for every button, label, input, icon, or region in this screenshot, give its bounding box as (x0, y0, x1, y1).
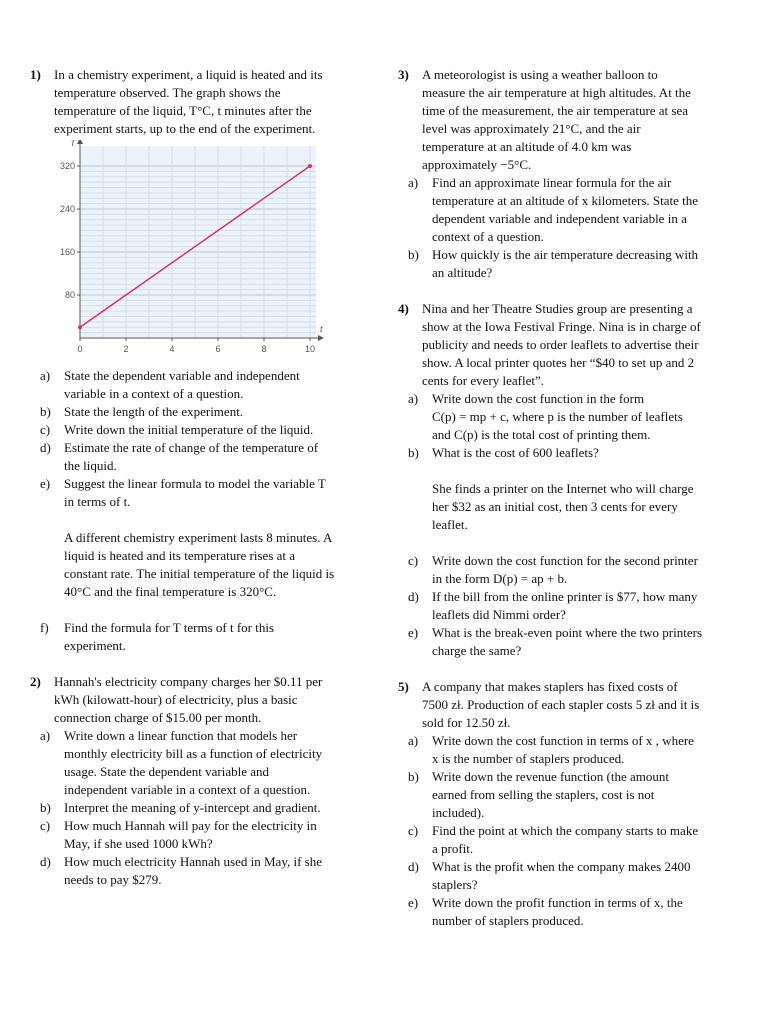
part-a (30, 727, 365, 799)
part-text: How much Hannah will pay for the electricity in (64, 818, 317, 833)
part-e (398, 894, 733, 930)
part-text: Write down a linear function that models her (64, 728, 298, 743)
part-b (398, 768, 733, 822)
part-label: b) (408, 445, 419, 460)
part-text: usage. State the dependent variable and (64, 764, 270, 779)
data-point (78, 325, 82, 329)
part-text: May, if she used 1000 kWh? (64, 836, 213, 851)
part-text: dependent variable and independent variable in a (432, 211, 687, 226)
part-a (30, 367, 365, 403)
part-text: Write down the cost function for the second printer (432, 553, 698, 568)
question-text: temperature at an altitude of 4.0 km was (422, 139, 632, 154)
x-tick-label: 2 (123, 344, 129, 354)
part-c (398, 552, 733, 588)
question-text: publicity and needs to order leaflets to advertise their (422, 337, 699, 352)
question-text: A meteorologist is using a weather balloon to (422, 67, 658, 82)
part-f (30, 619, 365, 655)
part-b (30, 799, 365, 817)
part-label: a) (40, 728, 51, 743)
part-label: a) (408, 733, 419, 748)
part-a (398, 174, 733, 246)
part-d (398, 858, 733, 894)
plot-background (80, 146, 316, 338)
question-number: 3) (398, 67, 409, 82)
part-b (398, 444, 733, 462)
part-text: and C(p) is the total cost of printing them. (432, 427, 651, 442)
part-label: b) (40, 404, 51, 419)
part-text: leaflets did Nimmi order? (432, 607, 566, 622)
data-point (308, 164, 312, 168)
part-c (30, 817, 365, 853)
question-text: measure the air temperature at high altitudes. At the (422, 85, 691, 100)
part-text: Find the point at which the company starts to make (432, 823, 699, 838)
part-text: Write down the initial temperature of the liquid. (64, 422, 314, 437)
part-text: temperature at an altitude of x kilometers. State the (432, 193, 699, 208)
part-label: c) (40, 422, 51, 437)
part-text: Find the formula for T terms of t for this (64, 620, 275, 635)
part-e (30, 475, 365, 511)
part-text: included). (432, 805, 485, 820)
part-label: e) (408, 625, 419, 640)
part-c (398, 822, 733, 858)
part-label: a) (408, 175, 419, 190)
part-text: State the length of the experiment. (64, 404, 244, 419)
scenario-text: liquid is heated and its temperature rises at a (64, 548, 296, 563)
question-text: show. A local printer quotes her “$40 to set up and 2 (422, 355, 695, 370)
part-text: Interpret the meaning of y-intercept and gradient. (64, 800, 321, 815)
part-text: Write down the cost function in the form (432, 391, 645, 406)
question-3 (398, 66, 733, 174)
question-text: level was approximately 21°C, and the air (422, 121, 641, 136)
part-text: What is the cost of 600 leaflets? (432, 445, 599, 460)
part-text: monthly electricity bill as a function of electricity (64, 746, 323, 761)
part-label: c) (408, 823, 419, 838)
part-b (30, 403, 365, 421)
question-number: 2) (30, 674, 41, 689)
part-text: needs to pay $279. (64, 872, 162, 887)
part-label: d) (408, 859, 419, 874)
part-text: in terms of t. (64, 494, 131, 509)
question-text: A company that makes staplers has fixed costs of (422, 679, 678, 694)
part-text: x is the number of staplers produced. (432, 751, 625, 766)
part-text: experiment. (64, 638, 126, 653)
part-label: a) (408, 391, 419, 406)
y-tick-label: 240 (59, 204, 75, 214)
x-axis-arrow (318, 335, 324, 341)
question-text: temperature of the liquid, T°C, t minutes after the (54, 103, 312, 118)
question-text: temperature observed. The graph shows the (54, 85, 281, 100)
y-tick-label: 160 (59, 247, 75, 257)
question-4 (398, 300, 733, 390)
scenario-text: constant rate. The initial temperature of the liquid is (64, 566, 335, 581)
part-text: Write down the profit function in terms of x, the (432, 895, 683, 910)
y-axis-arrow (77, 140, 83, 144)
extra-scenario (30, 529, 365, 601)
part-text: a profit. (432, 841, 474, 856)
x-tick-label: 4 (169, 344, 175, 354)
part-text: What is the break-even point where the two printers (432, 625, 703, 640)
extra-scenario (398, 480, 733, 534)
part-text: Find an approximate linear formula for the air (432, 175, 672, 190)
part-label: c) (408, 553, 419, 568)
question-text: approximately −5°C. (422, 157, 532, 172)
part-text: Write down the cost function in terms of x , where (432, 733, 694, 748)
question-text: kWh (kilowatt-hour) of electricity, plus a basic (54, 692, 298, 707)
part-text: What is the profit when the company makes 2400 (432, 859, 691, 874)
y-tick-label: 320 (59, 161, 75, 171)
part-text: staplers? (432, 877, 478, 892)
part-text: Suggest the linear formula to model the variable T (64, 476, 326, 491)
question-1-parts (30, 367, 365, 655)
x-tick-label: 10 (304, 344, 316, 354)
part-label: c) (40, 818, 51, 833)
part-text: number of staplers produced. (432, 913, 584, 928)
part-text: context of a question. (432, 229, 544, 244)
left-column (30, 66, 365, 889)
part-c (30, 421, 365, 439)
question-text: time of the measurement, the air temperature at sea (422, 103, 689, 118)
temperature-graph (54, 140, 365, 367)
part-text: C(p) = mp + c, where p is the number of leaflets (432, 409, 683, 424)
part-label: b) (408, 769, 419, 784)
temperature-chart (54, 140, 324, 362)
part-label: d) (40, 440, 51, 455)
x-tick-label: 8 (261, 344, 267, 354)
part-a (398, 390, 733, 444)
question-text: Hannah's electricity company charges her $0.11 per (54, 674, 323, 689)
scenario-text: A different chemistry experiment lasts 8 minutes. A (64, 530, 333, 545)
question-text: sold for 12.50 zł. (422, 715, 511, 730)
part-text: charge the same? (432, 643, 522, 658)
question-text: cents for every leaflet”. (422, 373, 544, 388)
part-text: If the bill from the online printer is $77, how many (432, 589, 698, 604)
part-a (398, 732, 733, 768)
part-label: e) (40, 476, 51, 491)
part-e (398, 624, 733, 660)
part-text: Estimate the rate of change of the temperature of (64, 440, 319, 455)
part-label: a) (40, 368, 51, 383)
scenario-text: leaflet. (432, 517, 468, 532)
question-number: 5) (398, 679, 409, 694)
x-tick-label: 0 (77, 344, 83, 354)
part-d (30, 439, 365, 475)
question-5 (398, 678, 733, 732)
part-d (398, 588, 733, 624)
right-column (398, 66, 733, 930)
part-text: Write down the revenue function (the amount (432, 769, 670, 784)
part-b (398, 246, 733, 282)
part-label: f) (40, 620, 49, 635)
question-text: connection charge of $15.00 per month. (54, 710, 262, 725)
part-text: independent variable in a context of a question. (64, 782, 311, 797)
part-text: State the dependent variable and independent (64, 368, 300, 383)
part-label: d) (408, 589, 419, 604)
question-number: 4) (398, 301, 409, 316)
question-1 (30, 66, 365, 138)
question-text: In a chemistry experiment, a liquid is heated and its (54, 67, 323, 82)
part-text: the liquid. (64, 458, 117, 473)
part-text: in the form D(p) = ap + b. (432, 571, 568, 586)
question-number: 1) (30, 67, 41, 82)
y-tick-label: 80 (64, 290, 75, 300)
question-2 (30, 673, 365, 727)
question-text: Nina and her Theatre Studies group are presenting a (422, 301, 693, 316)
part-text: variable in a context of a question. (64, 386, 244, 401)
scenario-text: She finds a printer on the Internet who will charge (432, 481, 694, 496)
y-axis-label: T (70, 140, 76, 148)
part-d (30, 853, 365, 889)
x-axis-label: t (320, 324, 323, 334)
part-label: e) (408, 895, 419, 910)
scenario-text: her $32 as an initial cost, then 3 cents for every (432, 499, 678, 514)
question-text: experiment starts, up to the end of the experiment. (54, 121, 316, 136)
scenario-text: 40°C and the final temperature is 320°C. (64, 584, 277, 599)
part-label: d) (40, 854, 51, 869)
part-text: How much electricity Hannah used in May, if she (64, 854, 323, 869)
question-text: show at the Iowa Festival Fringe. Nina is in charge of (422, 319, 701, 334)
part-text: How quickly is the air temperature decreasing with (432, 247, 699, 262)
part-label: b) (40, 800, 51, 815)
part-text: earned from selling the staplers, cost is not (432, 787, 655, 802)
part-text: an altitude? (432, 265, 493, 280)
question-text: 7500 zł. Production of each stapler costs 5 zł and it is (422, 697, 700, 712)
part-label: b) (408, 247, 419, 262)
x-tick-label: 6 (215, 344, 221, 354)
